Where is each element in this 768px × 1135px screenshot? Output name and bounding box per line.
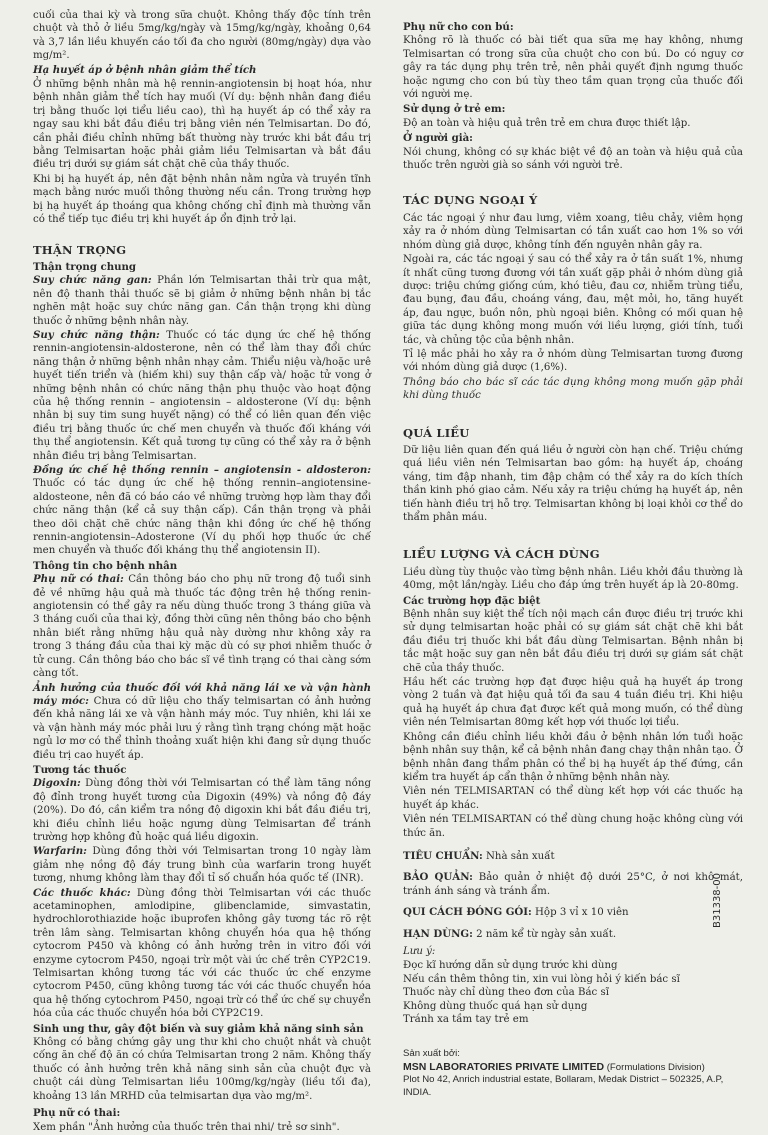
special-paragraph-2: Hầu hết các trường hợp đạt được hiệu quả hạ huyết áp trong vòng 2 tuần và đạt hiệu quả tối đa sau 4 tuần điều trị. Khi hiệu quả hạ huyết áp chưa đạt được kết quả mong muốn, có thể dùng viên nén Telmisartan 80mg kết hợp với thuốc lợi tiểu. <box>403 677 743 729</box>
left-column <box>33 9 371 1135</box>
cancer-paragraph: Không có bằng chứng gây ung thư khi cho chuột nhắt và chuột cống ăn chế độ ăn có chứa Telmisartan trong 2 năm. Không thấy thuốc có ảnh hưởng trên khả năng sinh sản của chuột đực và chuột cái dùng Telmisartan liều 100mg/kg/ngày (liều tối đa), khoảng 13 lần MRHD của telmisartan dựa vào mg/m². <box>33 1037 371 1102</box>
liver-label: Suy chức năng gan: <box>33 274 152 287</box>
side-effects-note: Thông báo cho bác sĩ các tác dụng không mong muốn gặp phải khi dùng thuốc <box>403 376 743 402</box>
special-paragraph-3: Không cần điều chỉnh liều khởi đầu ở bệnh nhân lớn tuổi hoặc bệnh nhân suy thận, kể cả bệnh nhân đang chạy thận nhân tạo. Ở bệnh nhân đang thẩm phân có thể bị hạ huyết áp thế đứng, cần kiểm tra huyết áp cẩn thận ở những bệnh nhân này. <box>403 731 743 783</box>
warfarin-label: Warfarin: <box>33 845 87 858</box>
dosage-paragraph: Liều dùng tùy thuộc vào từng bệnh nhân. Liều khởi đầu thường là 40mg, một lần/ngày. Liều cho đáp ứng trên huyết áp là 20-80mg. <box>403 566 743 592</box>
special-paragraph-4: Viên nén TELMISARTAN có thể dùng kết hợp với các thuốc hạ huyết áp khác. <box>403 786 743 811</box>
pregnant-text: Cần thông báo cho phụ nữ trong độ tuổi sinh đẻ về những hậu quả mà thuốc tác động trên hệ thống renin-angiotensin có thể gây ra nếu dùng thuốc trong 3 tháng giữa và 3 tháng cuối của thai kỳ, đồng thời cũng nên thông báo cho bệnh nhân biết rằng những hậu quả này dường như không xảy ra trong 3 tháng đầu của thai kỳ mặc dù có sự phơi nhiễm thuốc ở tử cung. Cần thông báo cho bác sĩ về tình trạng có thai càng sớm càng tốt. <box>33 574 371 680</box>
dual-block-text: Thuốc có tác dụng ức chế hệ thống rennin–angiotensine-aldosteone, nên đã có báo cáo về những trường hợp làm thay đổi chức năng thận (kể cả suy thận cấp). Cần thận trọng và phải theo dõi chặt chẽ chức năng thận khi đồng ức chế hệ thống rennin-angiotensin–Adosterone (Ví dụ phối hợp thuốc ức chế men chuyển và thuốc đối kháng thụ thể angiotensin II). <box>33 478 371 557</box>
other-drugs-paragraph <box>33 887 371 1021</box>
children-paragraph: Độ an toàn và hiệu quả trên trẻ em chưa được thiết lập. <box>403 117 691 129</box>
elderly-paragraph: Nói chung, không có sự khác biệt về độ an toàn và hiệu quả của thuốc trên người già so sánh với người trẻ. <box>403 146 743 172</box>
company-name: MSN LABORATORIES PRIVATE LIMITED <box>403 1060 605 1073</box>
elderly-heading: Ở người già: <box>403 132 473 145</box>
note-item: Tránh xa tầm tay trẻ em <box>403 1014 529 1025</box>
right-column <box>403 19 743 1026</box>
kidney-text: Thuốc có tác dụng ức chế hệ thống rennin-angiotensin-aldosterone, nên có thể làm thay đổi chức năng thận ở những bệnh nhân nhạy cảm. Thiểu niệu và/hoặc urê huyết tiến triển và (hiếm khi) suy thận cấp và/ hoặc tử vong ở những bệnh nhân có chức năng thận phụ thuộc vào hoạt động của hệ thống rennin – angiotensin – aldosterone (Ví dụ: bệnh nhân bị suy tim sung huyết nặng) có thể có liên quan đến việc điều trị bằng thuốc ức chế men chuyển và thuốc đối kháng với thụ thể angiotensin. Kết quả tương tự cũng có thể xảy ra ở bệnh nhân điều trị bằng Telmisartan. <box>33 329 371 462</box>
nursing-paragraph: Không rõ là thuốc có bài tiết qua sữa mẹ hay không, nhưng Telmisartan có trong sữa của chuột cho con bú. Do có nguy cơ gây ra tác dụng phụ trên trẻ, nên phải quyết định ngưng thuốc hoặc ngưng cho con bú tùy theo tầm quan trọng của thuốc đối với người mẹ. <box>403 35 743 101</box>
patient-info-heading: Thông tin cho bệnh nhân <box>33 559 178 572</box>
hypotension-paragraph-2: Khi bị hạ huyết áp, nên đặt bệnh nhân nằm ngửa và truyền tĩnh mạch bằng nước muối thông thường nếu cần. Trong trường hợp bị hạ huyết áp thoáng qua không chống chỉ định mà thường vẫn có thể tiếp tục điều trị khi huyết áp ổn định trở lại. <box>33 173 371 226</box>
side-effects-paragraph-1: Các tác ngoại ý như đau lưng, viêm xoang, tiêu chảy, viêm họng xảy ra ở nhóm dùng Telmisartan có tần xuất cao hơn 1% so với nhóm dùng giả dược, không tính đến nguyên nhân gây ra. <box>403 212 743 251</box>
hypotension-paragraph-1: Ở những bệnh nhân mà hệ rennin-angiotensin bị hoạt hóa, như bệnh nhân giảm thể tích hay muối (Ví dụ: bệnh nhân đang điều trị bằng thuốc lợi tiểu liều cao), thì hạ huyết áp có thể xảy ra ngay sau khi bắt đầu điều trị bằng viên nén Telmisartan. Do đó, cần phải điều chỉnh những bất thường này trước khi bắt đầu trị bằng Telmisartan hoặc phải giảm liều Telmisartan và bắt đầu điều trị dưới sự giám sát chặt chẽ của thầy thuốc. <box>33 79 371 171</box>
side-effects-paragraph-2: Ngoài ra, các tác ngoại ý sau có thể xảy ra ở tần suất 1%, nhưng ít nhất cũng tương đương với tần xuất gặp phải ở nhóm dùng giả dược: triệu chứng giống cúm, khó tiêu, đau cơ, nhiễm trùng tiểu, đau bụng, đau đầu, choáng váng, đau, mệt mỏi, ho, tăng huyết áp, đau ngực, buồn nôn, phù ngoại biên. Không có mối quan hệ giữa tác dụng không mong muốn với liều lượng, giới tính, tuổi tác, và chủng tộc của bệnh nhân. <box>403 254 743 346</box>
liver-text: Phần lớn Telmisartan thải trừ qua mật, nên độ thanh thải thuốc sẽ bị giảm ở những bệnh nhân bị tắc nghẽn mật hoặc suy chức năng gan. Cần thận trọng khi dùng thuốc ở những bệnh nhân này. <box>33 275 371 327</box>
expiry-line <box>403 928 743 941</box>
special-paragraph-1: Bệnh nhân suy kiệt thể tích nội mạch cần được điều trị trước khi sử dụng telmisartan hoặc phải có sự giám sát chặt chẽ khi bắt đầu điều trị thuốc khi bắt đầu dùng Telmisartan. Bệnh nhân bị tắc mật hoặc suy gan nên bắt đầu điều trị dưới sự giám sát chặt chẽ của thầy thuốc. <box>403 609 743 674</box>
standard-label: TIÊU CHUẨN: <box>403 849 483 862</box>
special-cases-heading: Các trường hợp đặc biệt <box>403 594 541 607</box>
notes-heading: Lưu ý: <box>403 945 436 957</box>
made-by-label: Sản xuất bởi: <box>403 1048 460 1059</box>
intro-paragraph: cuối của thai kỳ và trong sữa chuột. Không thấy độc tính trên chuột và thỏ ở liều 5mg/kg/ngày và 15mg/kg/ngày, khoảng 0,64 và 3,7 lần liều khuyến cáo tối đa cho người (80mg/ngày) dựa vào mg/m². <box>33 10 371 62</box>
company-address: Plot No 42, Anrich industrial estate, Bollaram, Medak District – 502325, A.P, INDIA. <box>403 1074 724 1098</box>
side-effects-paragraph-3: Tỉ lệ mắc phải ho xảy ra ở nhóm dùng Telmisartan tương đương với nhóm dùng giả dược (1,6%). <box>403 348 743 374</box>
standard-text: Nhà sản xuất <box>482 850 555 862</box>
packing-text: Hộp 3 vỉ x 10 viên <box>531 907 629 919</box>
digoxin-paragraph <box>33 777 371 844</box>
special-paragraph-5: Viên nén TELMISARTAN có thể dùng chung hoặc không cùng với thức ăn. <box>403 814 743 839</box>
company-line <box>403 1061 743 1075</box>
pregnant-label: Phụ nữ có thai: <box>33 573 124 586</box>
overdose-heading: QUÁ LIỀU <box>403 425 470 440</box>
overdose-paragraph: Dữ liệu liên quan đến quá liều ở người còn hạn chế. Triệu chứng quá liều viên nén Telmisartan bao gồm: hạ huyết áp, choáng váng, tim đập nhanh, tim đập chậm có thể xảy ra do kích thích thần kinh phó giao cảm. Nếu xảy ra triệu chứng hạ huyết áp, nên tiến hành điều trị hỗ trợ. Telmisartan không bị loại khỏi cơ thể do thẩm phân máu. <box>403 444 743 523</box>
dual-block-paragraph <box>33 464 371 558</box>
packing-label: QUI CÁCH ĐÓNG GÓI: <box>403 906 532 919</box>
note-item: Thuốc này chỉ dùng theo đơn của Bác sĩ <box>403 987 609 999</box>
note-item: Không dùng thuốc quá hạn sử dụng <box>403 1000 588 1012</box>
other-drugs-text: Dùng đồng thời Telmisartan với các thuốc acetaminophen, amlodipine, glibenclamide, simvastatin, hydrochlorothiazide hoặc ibuprofen không gây tương tác rõ rệt trên lâm sàng. Telmisartan không chuyển hóa qua hệ thống cytocrom P450 và không có ảnh hưởng trên in vitro đối với enzyme cytocrom P450, ngoại trừ một vài ức chế trên CYP2C19. Telmisartan không tương tác với các thuốc ức chế enzyme cytocrom P450, cũng không tương tác với các thuốc chuyển hóa qua hệ thống cytochrom P450, ngoại trừ có thể ức chế sự chuyển hóa của các thuốc chuyển hóa bởi CYP2C19. <box>33 887 371 1020</box>
kidney-paragraph <box>33 329 371 463</box>
other-drugs-label: Các thuốc khác: <box>33 886 131 899</box>
kidney-label: Suy chức năng thận: <box>33 328 160 341</box>
caution-heading: THẬN TRỌNG <box>33 242 127 257</box>
dual-block-label: Đồng ức chế hệ thống rennin – angiotensin - aldosteron: <box>33 464 371 476</box>
note-item: Nếu cần thêm thông tin, xin vui lòng hỏi ý kiến bác sĩ <box>403 973 680 985</box>
company-division: (Formulations Division) <box>604 1061 705 1073</box>
hypotension-heading: Hạ huyết áp ở bệnh nhân giảm thể tích <box>33 63 257 76</box>
digoxin-label: Digoxin: <box>33 777 81 790</box>
cancer-heading: Sinh ung thư, gây đột biến và suy giảm khả năng sinh sản <box>33 1022 364 1035</box>
driving-paragraph <box>33 682 371 762</box>
storage-line <box>403 871 743 898</box>
manufacturer-footer <box>403 1048 743 1099</box>
storage-label: BẢO QUẢN: <box>403 871 473 884</box>
pregnant-heading-2: Phụ nữ có thai: <box>33 1107 121 1120</box>
nursing-heading: Phụ nữ cho con bú: <box>403 21 514 33</box>
pregnant-paragraph <box>33 573 371 680</box>
driving-label: Ảnh hưởng của thuốc đối với khả năng lái xe và vận hành máy móc: <box>33 681 371 707</box>
note-item: Đọc kĩ hướng dẫn sử dụng trước khi dùng <box>403 960 618 972</box>
notes-list <box>403 959 743 1026</box>
children-heading: Sử dụng ở trẻ em: <box>403 103 506 116</box>
driving-text: Chưa có dữ liệu cho thấy telmisartan có ảnh hưởng đến khả năng lái xe và vận hành máy móc. Tuy nhiên, khi lái xe và vận hành máy móc phải lưu ý rằng tình trạng chóng mặt hoặc ngủ lơ mơ có thể thỉnh thoảng xuất hiện khi đang sử dụng thuốc điều trị cao huyết áp. <box>33 695 372 761</box>
pregnant-paragraph-2: Xem phần "Ảnh hưởng của thuốc trên thai nhi/ trẻ sơ sinh". <box>33 1121 340 1133</box>
warfarin-paragraph <box>33 845 371 885</box>
standard-line <box>403 850 743 863</box>
expiry-label: HẠN DÙNG: <box>403 927 473 940</box>
dosage-heading: LIỀU LƯỢNG VÀ CÁCH DÙNG <box>403 547 600 562</box>
interaction-heading: Tương tác thuốc <box>33 763 127 776</box>
packing-line <box>403 906 743 919</box>
storage-text: Bảo quản ở nhiệt độ dưới 25°C, ở nơi khô mát, tránh ánh sáng và tránh ẩm. <box>403 872 743 897</box>
side-effects-heading: TÁC DỤNG NGOẠI Ý <box>403 193 538 208</box>
digoxin-text: Dùng đồng thời với Telmisartan có thể làm tăng nồng độ đỉnh trong huyết tương của Digoxin (49%) và nồng độ đáy (20%). Do đó, cần kiểm tra nồng độ digoxin khi bắt đầu điều trị, khi điều chỉnh liều hoặc ngưng dùng Telmisartan để tránh trường hợp không đủ hoặc quá liều digoxin. <box>33 778 371 843</box>
expiry-text: 2 năm kể từ ngày sản xuất. <box>472 928 617 940</box>
warfarin-text: Dùng đồng thời với Telmisartan trong 10 ngày làm giảm nhẹ nồng độ đáy trung bình của warfarin trong huyết tương, nhưng không làm thay đổi tỉ số chuẩn hóa quốc tế (INR). <box>33 846 371 885</box>
document-code: B31338-00 <box>712 872 723 928</box>
general-caution-heading: Thận trọng chung <box>33 260 137 273</box>
liver-paragraph <box>33 274 371 328</box>
